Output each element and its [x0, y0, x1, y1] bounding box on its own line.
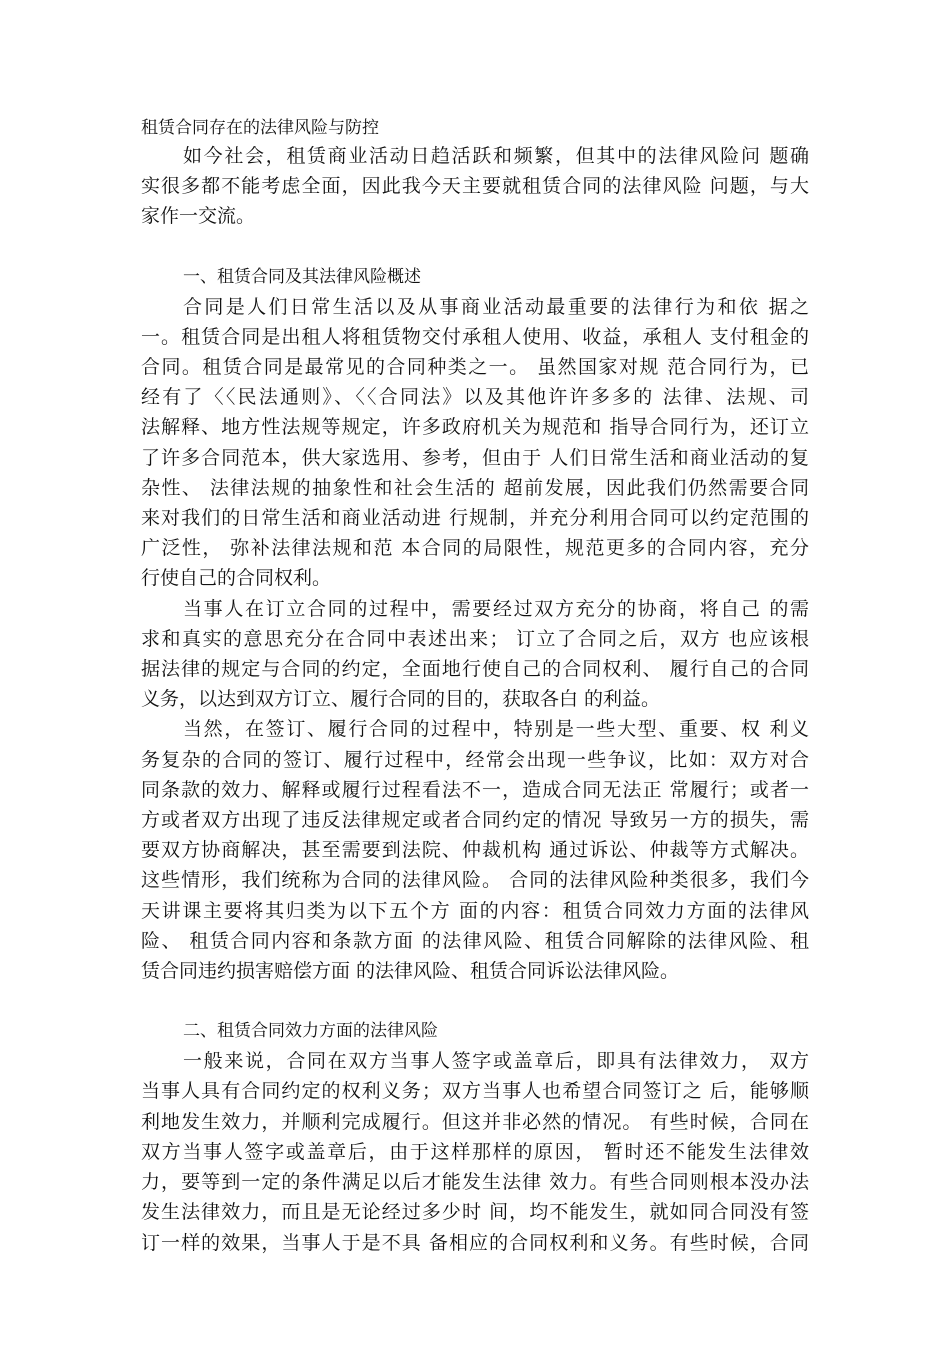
text-line: 当事人具有合同约定的权利义务；双方当事人也希望合同签订之 后，能够顺	[141, 1080, 809, 1103]
section1-paragraph-1	[141, 292, 809, 594]
section2-paragraph-1	[141, 1046, 809, 1257]
text-line: 了许多合同范本，供大家选用、参考，但由于 人们日常生活和商业活动的复	[141, 446, 809, 469]
document-page	[141, 115, 809, 1258]
section1-paragraph-2	[141, 594, 809, 715]
text-line: 双方当事人签字或盖章后，由于这样那样的原因， 暂时还不能发生法律效	[141, 1140, 809, 1163]
text-line: 要双方协商解决，甚至需要到法院、仲裁机构 通过诉讼、仲裁等方式解决。	[141, 839, 809, 862]
text-line: 实很多都不能考虑全面，因此我今天主要就租赁合同的法律风险 问题，与大	[141, 175, 809, 198]
text-line: 天讲课主要将其归类为以下五个方 面的内容：租赁合同效力方面的法律风	[141, 899, 809, 922]
text-line: 赁合同违约损害赔偿方面 的法律风险、租赁合同诉讼法律风险。	[141, 960, 680, 983]
blank-line	[141, 986, 809, 1016]
blank-line	[141, 232, 809, 262]
text-line: 家作一交流。	[141, 205, 256, 228]
text-line: 险、 租赁合同内容和条款方面 的法律风险、租赁合同解除的法律风险、租	[141, 929, 809, 952]
text-line: 法解释、地方性法规等规定，许多政府机关为规范和 指导合同行为，还订立	[141, 416, 809, 439]
text-line: 合同是人们日常生活以及从事商业活动最重要的法律行为和依 据之	[183, 295, 809, 318]
text-line: 当然，在签订、履行合同的过程中，特别是一些大型、重要、权 利义	[183, 718, 809, 741]
document-title: 租赁合同存在的法律风险与防控	[141, 118, 379, 138]
text-line: 力，要等到一定的条件满足以后才能发生法律 效力。有些合同则根本没办法	[141, 1171, 809, 1194]
intro-paragraph	[141, 141, 809, 232]
section-heading-1: 一、租赁合同及其法律风险概述	[183, 266, 421, 287]
text-line: 求和真实的意思充分在合同中表述出来； 订立了合同之后，双方 也应该根	[141, 627, 809, 650]
section1-paragraph-3	[141, 714, 809, 986]
text-line: 一。租赁合同是出租人将租赁物交付承租人使用、收益，承租人 支付租金的	[141, 325, 809, 348]
text-line: 义务，以达到双方订立、履行合同的目的，获取各白 的利益。	[141, 688, 661, 711]
text-line: 广泛性， 弥补法律法规和范 本合同的局限性，规范更多的合同内容，充分	[141, 537, 809, 560]
text-line: 经有了〈〈民法通则》、〈〈合同法》以及其他许许多多的 法律、法规、司	[141, 386, 809, 409]
text-line: 同条款的效力、解释或履行过程看法不一，造成合同无法正 常履行；或者一	[141, 778, 809, 801]
text-line: 杂性、 法律法规的抽象性和社会生活的 超前发展，因此我们仍然需要合同	[141, 476, 809, 499]
text-line: 来对我们的日常生活和商业活动进 行规制，并充分利用合同可以约定范围的	[141, 507, 809, 530]
text-line: 方或者双方出现了违反法律规定或者合同约定的情况 导致另一方的损失，需	[141, 809, 809, 832]
text-line: 这些情形，我们统称为合同的法律风险。 合同的法律风险种类很多，我们今	[141, 869, 809, 892]
text-line: 务复杂的合同的签订、履行过程中，经常会出现一些争议，比如：双方对合	[141, 748, 809, 771]
text-line: 据法律的规定与合同的约定，全面地行使自己的合同权利、 履行自己的合同	[141, 658, 809, 681]
text-line: 发生法律效力，而且是无论经过多少时 间，均不能发生，就如同合同没有签	[141, 1201, 809, 1224]
text-line: 订一样的效果，当事人于是不具 备相应的合同权利和义务。有些时候，合同	[141, 1231, 809, 1254]
text-line: 合同。租赁合同是最常见的合同种类之一。 虽然国家对规 范合同行为，已	[141, 356, 809, 379]
text-line: 一般来说，合同在双方当事人签字或盖章后，即具有法律效力， 双方	[183, 1050, 809, 1073]
text-line: 当事人在订立合同的过程中，需要经过双方充分的协商，将自己 的需	[183, 597, 809, 620]
text-line: 如今社会，租赁商业活动日趋活跃和频繁，但其中的法律风险问 题确	[183, 145, 809, 167]
text-line: 行使自己的合同权利。	[141, 567, 332, 590]
section-heading-2: 二、租赁合同效力方面的法律风险	[183, 1021, 438, 1042]
text-line: 利地发生效力，并顺利完成履行。但这并非必然的情况。 有些时候，合同在	[141, 1110, 809, 1133]
